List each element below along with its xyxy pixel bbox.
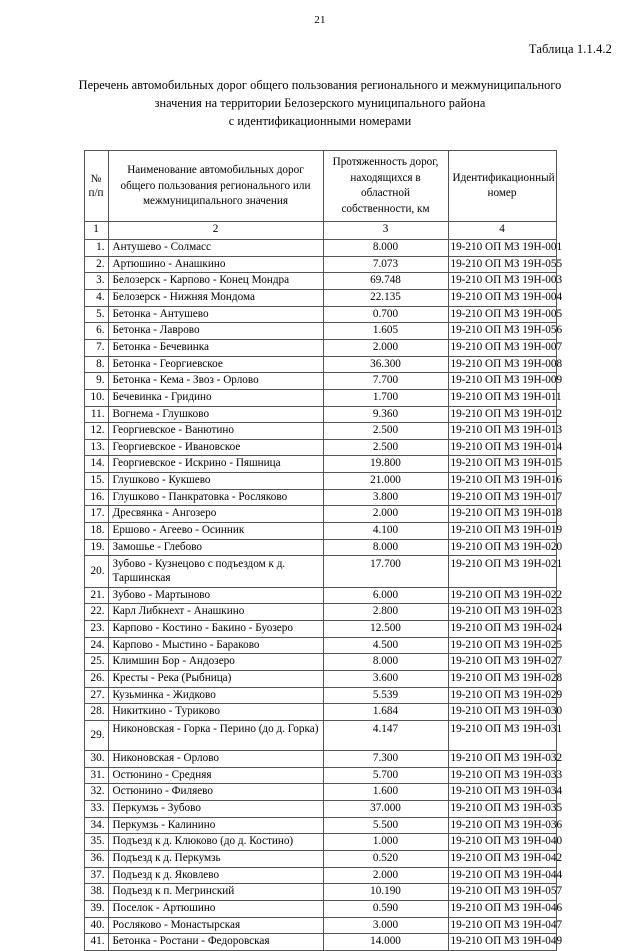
road-length: 2.800 [323, 604, 448, 621]
row-number: 6. [84, 323, 108, 340]
road-name: Бетонка - Антушево [108, 306, 323, 323]
road-length: 0.520 [323, 850, 448, 867]
road-name: Остюнино - Филяево [108, 784, 323, 801]
row-number: 32. [84, 784, 108, 801]
row-number: 31. [84, 767, 108, 784]
page-title-line-2: значения на территории Белозерского муниципального района [154, 95, 486, 110]
row-number: 13. [84, 439, 108, 456]
road-length: 14.000 [323, 934, 448, 951]
road-identification-number: 19-210 ОП МЗ 19Н-034 [448, 784, 556, 801]
road-length: 4.147 [323, 720, 448, 750]
row-number: 23. [84, 621, 108, 638]
road-identification-number: 19-210 ОП МЗ 19Н-017 [448, 489, 556, 506]
road-name: Поселок - Артюшино [108, 900, 323, 917]
row-number: 18. [84, 523, 108, 540]
table-row [84, 900, 556, 917]
table-row [84, 539, 556, 556]
table-row [84, 406, 556, 423]
road-identification-number: 19-210 ОП МЗ 19Н-035 [448, 800, 556, 817]
table-row [84, 671, 556, 688]
row-number: 3. [84, 273, 108, 290]
table-row [84, 817, 556, 834]
road-name: Антушево - Солмасс [108, 239, 323, 256]
road-length: 6.000 [323, 587, 448, 604]
column-header-length: Протяженность дорог, находящихся в областной собственности, км [323, 151, 448, 222]
table-row [84, 884, 556, 901]
road-identification-number: 19-210 ОП МЗ 19Н-007 [448, 339, 556, 356]
row-number: 21. [84, 587, 108, 604]
table-row [84, 523, 556, 540]
table-label: Таблица 1.1.4.2 [528, 42, 612, 56]
row-number: 36. [84, 850, 108, 867]
table-row [84, 423, 556, 440]
road-identification-number: 19-210 ОП МЗ 19Н-021 [448, 556, 556, 587]
road-length: 2.000 [323, 339, 448, 356]
road-length: 2.500 [323, 423, 448, 440]
row-number: 34. [84, 817, 108, 834]
table-row [84, 621, 556, 638]
row-number: 4. [84, 289, 108, 306]
road-identification-number: 19-210 ОП МЗ 19Н-044 [448, 867, 556, 884]
page-title-line-3: с идентификационными номерами [228, 113, 412, 128]
row-number: 2. [84, 256, 108, 273]
road-name: Бечевинка - Гридино [108, 389, 323, 406]
column-number-row [84, 222, 556, 240]
road-length: 1.605 [323, 323, 448, 340]
road-length: 7.300 [323, 750, 448, 767]
row-number: 27. [84, 687, 108, 704]
road-length: 8.000 [323, 239, 448, 256]
road-length: 1.000 [323, 834, 448, 851]
row-number: 33. [84, 800, 108, 817]
page-number: 21 [314, 14, 326, 26]
column-header-number [84, 151, 108, 222]
page-title [60, 77, 580, 130]
row-number: 35. [84, 834, 108, 851]
road-name: Кресты - Река (Рыбница) [108, 671, 323, 688]
column-header-number-line2: п/п [88, 187, 104, 200]
table-row [84, 637, 556, 654]
table-row [84, 456, 556, 473]
road-length: 0.590 [323, 900, 448, 917]
road-name: Зубово - Мартыново [108, 587, 323, 604]
road-name: Никоновская - Орлово [108, 750, 323, 767]
table-row [84, 917, 556, 934]
road-identification-number: 19-210 ОП МЗ 19Н-031 [448, 720, 556, 750]
document-page [0, 14, 640, 948]
row-number: 12. [84, 423, 108, 440]
road-name: Зубово - Кузнецово с подъездом к д. Таршинская [108, 556, 323, 587]
road-identification-number: 19-210 ОП МЗ 19Н-032 [448, 750, 556, 767]
table-row [84, 867, 556, 884]
table-row [84, 850, 556, 867]
table-row [84, 306, 556, 323]
road-name: Бетонка - Кема - Звоз - Орлово [108, 373, 323, 390]
table-row [84, 800, 556, 817]
road-length: 10.190 [323, 884, 448, 901]
road-name: Ершово - Агеево - Осинник [108, 523, 323, 540]
page-title-line-1: Перечень автомобильных дорог общего пользования регионального и межмуниципального [78, 78, 562, 92]
road-length: 36.300 [323, 356, 448, 373]
road-name: Белозерск - Карпово - Конец Мондра [108, 273, 323, 290]
row-number: 38. [84, 884, 108, 901]
road-identification-number: 19-210 ОП МЗ 19Н-046 [448, 900, 556, 917]
road-name: Кузьминка - Жидково [108, 687, 323, 704]
road-identification-number: 19-210 ОП МЗ 19Н-016 [448, 473, 556, 490]
road-length: 5.539 [323, 687, 448, 704]
table-row [84, 654, 556, 671]
road-identification-number: 19-210 ОП МЗ 19Н-023 [448, 604, 556, 621]
road-identification-number: 19-210 ОП МЗ 19Н-011 [448, 389, 556, 406]
road-identification-number: 19-210 ОП МЗ 19Н-020 [448, 539, 556, 556]
road-length: 5.500 [323, 817, 448, 834]
row-number: 16. [84, 489, 108, 506]
row-number: 24. [84, 637, 108, 654]
road-length: 7.700 [323, 373, 448, 390]
table-row [84, 834, 556, 851]
table-header [84, 151, 556, 239]
road-identification-number: 19-210 ОП МЗ 19Н-036 [448, 817, 556, 834]
road-identification-number: 19-210 ОП МЗ 19Н-012 [448, 406, 556, 423]
row-number: 39. [84, 900, 108, 917]
table-row [84, 489, 556, 506]
road-identification-number: 19-210 ОП МЗ 19Н-029 [448, 687, 556, 704]
road-identification-number: 19-210 ОП МЗ 19Н-019 [448, 523, 556, 540]
road-name: Климшин Бор - Андозеро [108, 654, 323, 671]
road-name: Георгиевское - Искрино - Пяшница [108, 456, 323, 473]
road-length: 2.500 [323, 439, 448, 456]
column-header-number-line1: № [90, 173, 102, 186]
column-number-1: 1 [84, 222, 108, 240]
row-number: 37. [84, 867, 108, 884]
road-name: Белозерск - Нижняя Мондома [108, 289, 323, 306]
road-identification-number: 19-210 ОП МЗ 19Н-057 [448, 884, 556, 901]
road-name: Дресвянка - Ангозеро [108, 506, 323, 523]
road-name: Карпово - Костино - Бакино - Буозеро [108, 621, 323, 638]
road-name: Артюшино - Анашкино [108, 256, 323, 273]
road-name: Бетонка - Бечевинка [108, 339, 323, 356]
road-name: Вогнема - Глушково [108, 406, 323, 423]
road-identification-number: 19-210 ОП МЗ 19Н-047 [448, 917, 556, 934]
road-length: 3.600 [323, 671, 448, 688]
road-name: Карл Либкнехт - Анашкино [108, 604, 323, 621]
road-name: Подъезд к д. Перкумзь [108, 850, 323, 867]
road-length: 8.000 [323, 539, 448, 556]
road-identification-number: 19-210 ОП МЗ 19Н-018 [448, 506, 556, 523]
table-body [84, 239, 563, 950]
road-name: Глушково - Кукшево [108, 473, 323, 490]
table-row [84, 556, 556, 587]
road-identification-number: 19-210 ОП МЗ 19Н-013 [448, 423, 556, 440]
table-row [84, 356, 556, 373]
row-number: 9. [84, 373, 108, 390]
road-identification-number: 19-210 ОП МЗ 19Н-008 [448, 356, 556, 373]
table-row [84, 439, 556, 456]
table-row [84, 389, 556, 406]
road-length: 22.135 [323, 289, 448, 306]
row-number: 26. [84, 671, 108, 688]
road-name: Никоновская - Горка - Перино (до д. Горка) [108, 720, 323, 750]
road-identification-number: 19-210 ОП МЗ 19Н-028 [448, 671, 556, 688]
road-length: 3.000 [323, 917, 448, 934]
road-length: 37.000 [323, 800, 448, 817]
road-identification-number: 19-210 ОП МЗ 19Н-022 [448, 587, 556, 604]
road-name: Перкумзь - Калинино [108, 817, 323, 834]
row-number: 20. [84, 556, 108, 587]
road-identification-number: 19-210 ОП МЗ 19Н-055 [448, 256, 556, 273]
road-name: Георгиевское - Ванютино [108, 423, 323, 440]
row-number: 1. [84, 239, 108, 256]
road-name: Георгиевское - Ивановское [108, 439, 323, 456]
row-number: 29. [84, 720, 108, 750]
road-name: Подъезд к д. Клюково (до д. Костино) [108, 834, 323, 851]
road-identification-number: 19-210 ОП МЗ 19Н-027 [448, 654, 556, 671]
road-identification-number: 19-210 ОП МЗ 19Н-015 [448, 456, 556, 473]
column-header-identification: Идентификационный номер [448, 151, 556, 222]
road-length: 19.800 [323, 456, 448, 473]
road-name: Карпово - Мыстино - Бараково [108, 637, 323, 654]
row-number: 15. [84, 473, 108, 490]
road-length: 4.100 [323, 523, 448, 540]
row-number: 14. [84, 456, 108, 473]
road-length: 0.700 [323, 306, 448, 323]
table-row [84, 687, 556, 704]
road-identification-number: 19-210 ОП МЗ 19Н-056 [448, 323, 556, 340]
road-name: Остюнино - Средняя [108, 767, 323, 784]
table-header-row [84, 151, 556, 222]
road-identification-number: 19-210 ОП МЗ 19Н-009 [448, 373, 556, 390]
table-row [84, 256, 556, 273]
road-length: 3.800 [323, 489, 448, 506]
road-length: 7.073 [323, 256, 448, 273]
table-row [84, 767, 556, 784]
table-row [84, 289, 556, 306]
road-length: 21.000 [323, 473, 448, 490]
road-name: Росляково - Монастырская [108, 917, 323, 934]
road-name: Подъезд к п. Мегринский [108, 884, 323, 901]
table-row [84, 720, 556, 750]
road-identification-number: 19-210 ОП МЗ 19Н-014 [448, 439, 556, 456]
table-row [84, 339, 556, 356]
road-identification-number: 19-210 ОП МЗ 19Н-033 [448, 767, 556, 784]
road-name: Бетонка - Лаврово [108, 323, 323, 340]
row-number: 19. [84, 539, 108, 556]
road-length: 1.600 [323, 784, 448, 801]
road-identification-number: 19-210 ОП МЗ 19Н-040 [448, 834, 556, 851]
road-length: 1.684 [323, 704, 448, 721]
road-identification-number: 19-210 ОП МЗ 19Н-004 [448, 289, 556, 306]
road-name: Никиткино - Туриково [108, 704, 323, 721]
column-number-4: 4 [448, 222, 556, 240]
column-header-road-name: Наименование автомобильных дорог общего пользования регионального или межмуниципального значения [108, 151, 323, 222]
road-length: 4.500 [323, 637, 448, 654]
table-row [84, 273, 556, 290]
road-identification-number: 19-210 ОП МЗ 19Н-030 [448, 704, 556, 721]
table-row [84, 750, 556, 767]
road-length: 12.500 [323, 621, 448, 638]
road-identification-number: 19-210 ОП МЗ 19Н-042 [448, 850, 556, 867]
row-number: 11. [84, 406, 108, 423]
road-length: 8.000 [323, 654, 448, 671]
road-name: Бетонка - Ростани - Федоровская [108, 934, 323, 951]
row-number: 22. [84, 604, 108, 621]
column-number-2: 2 [108, 222, 323, 240]
row-number: 40. [84, 917, 108, 934]
road-identification-number: 19-210 ОП МЗ 19Н-005 [448, 306, 556, 323]
table-row [84, 323, 556, 340]
road-name: Замошье - Глебово [108, 539, 323, 556]
row-number: 17. [84, 506, 108, 523]
table-row [84, 604, 556, 621]
row-number: 8. [84, 356, 108, 373]
table-row [84, 587, 556, 604]
road-name: Перкумзь - Зубово [108, 800, 323, 817]
road-length: 5.700 [323, 767, 448, 784]
column-number-3: 3 [323, 222, 448, 240]
row-number: 7. [84, 339, 108, 356]
road-identification-number: 19-210 ОП МЗ 19Н-003 [448, 273, 556, 290]
road-name: Бетонка - Георгиевское [108, 356, 323, 373]
road-identification-number: 19-210 ОП МЗ 19Н-049 [448, 934, 556, 951]
row-number: 30. [84, 750, 108, 767]
road-identification-number: 19-210 ОП МЗ 19Н-024 [448, 621, 556, 638]
table-row [84, 704, 556, 721]
road-length: 17.700 [323, 556, 448, 587]
road-length: 9.360 [323, 406, 448, 423]
table-row [84, 473, 556, 490]
row-number: 41. [84, 934, 108, 951]
road-identification-number: 19-210 ОП МЗ 19Н-001 [448, 239, 556, 256]
row-number: 25. [84, 654, 108, 671]
table-row [84, 784, 556, 801]
road-identification-number: 19-210 ОП МЗ 19Н-025 [448, 637, 556, 654]
table-row [84, 239, 556, 256]
table-row [84, 373, 556, 390]
row-number: 28. [84, 704, 108, 721]
road-length: 1.700 [323, 389, 448, 406]
road-length: 2.000 [323, 867, 448, 884]
road-length: 69.748 [323, 273, 448, 290]
table-row [84, 934, 556, 951]
row-number: 5. [84, 306, 108, 323]
road-name: Подъезд к д. Яковлево [108, 867, 323, 884]
road-name: Глушково - Панкратовка - Росляково [108, 489, 323, 506]
table-row [84, 506, 556, 523]
roads-table [84, 150, 563, 950]
row-number: 10. [84, 389, 108, 406]
road-length: 2.000 [323, 506, 448, 523]
